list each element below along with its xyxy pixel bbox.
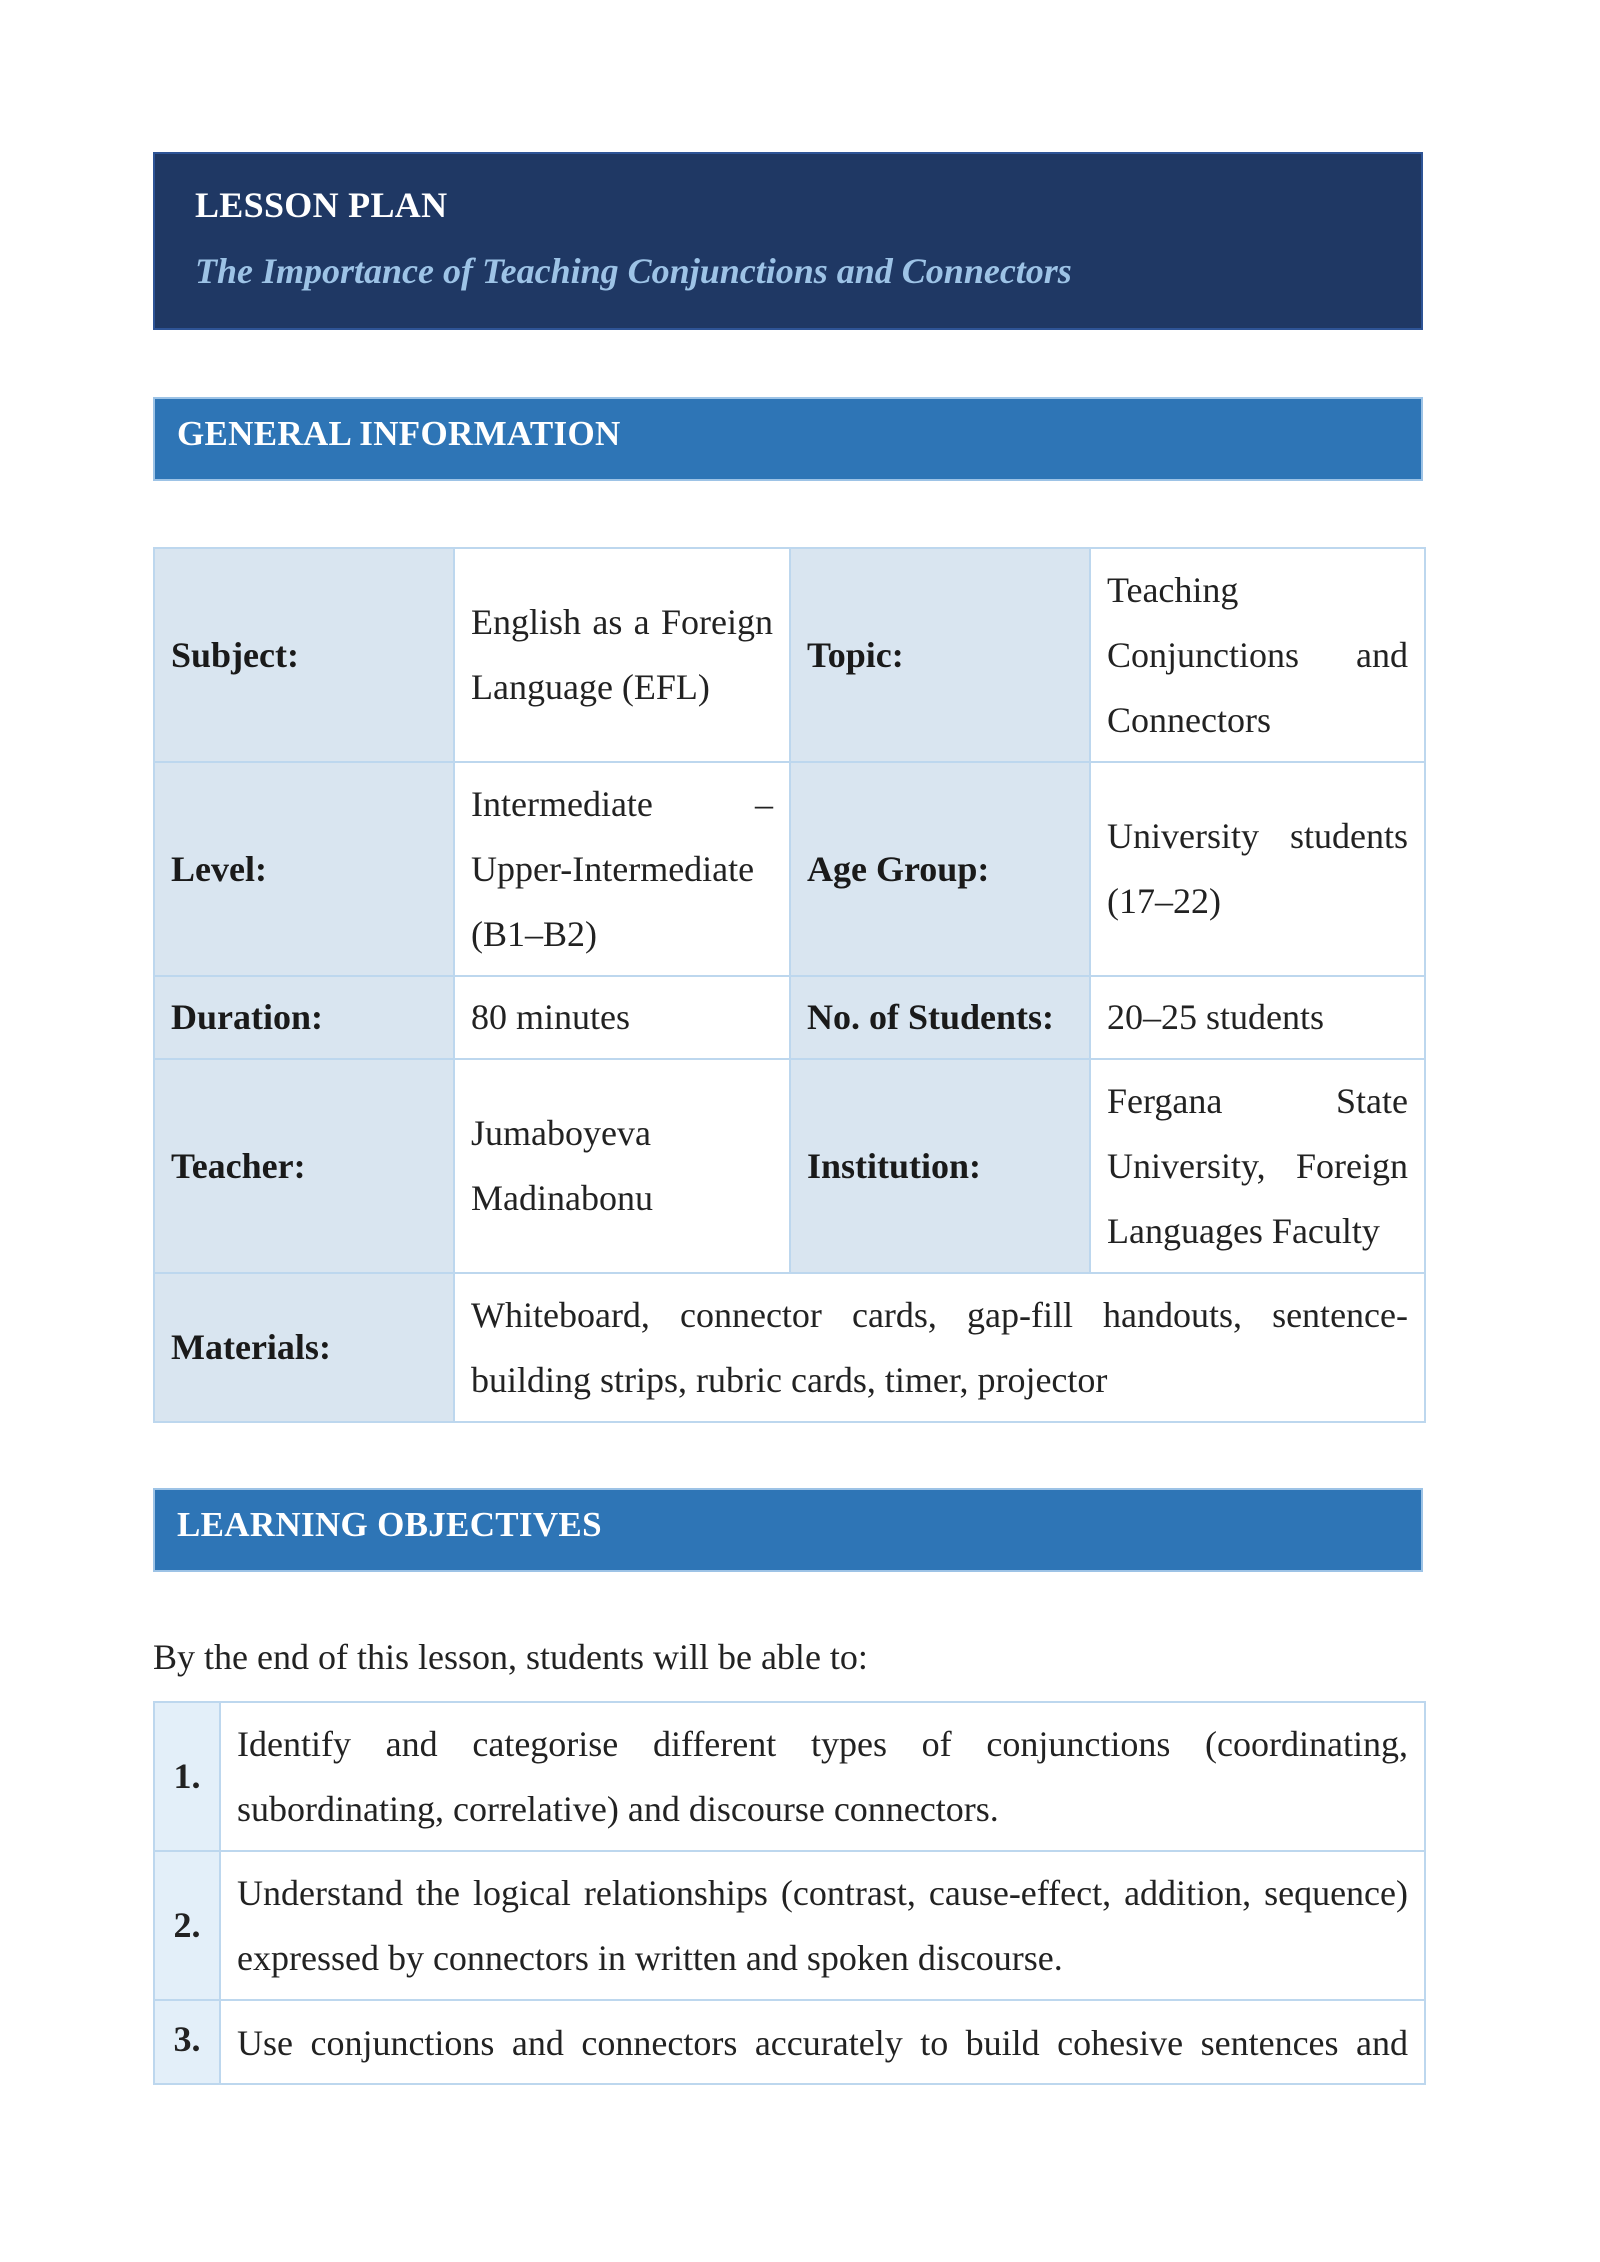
level-label: Level:: [154, 762, 454, 976]
objective-row: [154, 1702, 1425, 1851]
subject-value: English as a Foreign Language (EFL): [454, 548, 790, 762]
table-row: [154, 1059, 1425, 1273]
table-row: [154, 976, 1425, 1059]
students-label: No. of Students:: [790, 976, 1090, 1059]
objective-text: Use conjunctions and connectors accurately to build cohesive sentences and: [220, 2000, 1425, 2084]
age-group-value: University students (17–22): [1090, 762, 1425, 976]
duration-value: 80 minutes: [454, 976, 790, 1059]
teacher-label: Teacher:: [154, 1059, 454, 1273]
objective-number: 2.: [154, 1851, 220, 2000]
duration-label: Duration:: [154, 976, 454, 1059]
institution-label: Institution:: [790, 1059, 1090, 1273]
table-row: [154, 1273, 1425, 1422]
objective-row: [154, 2000, 1425, 2084]
objective-number: 1.: [154, 1702, 220, 1851]
students-value: 20–25 students: [1090, 976, 1425, 1059]
table-row: [154, 548, 1425, 762]
topic-label: Topic:: [790, 548, 1090, 762]
level-value: Intermediate – Upper-Intermediate (B1–B2): [454, 762, 790, 976]
section-header-general-information: GENERAL INFORMATION: [153, 397, 1423, 481]
objective-number: 3.: [154, 2000, 220, 2084]
objective-row: [154, 1851, 1425, 2000]
objectives-table: [153, 1701, 1426, 2085]
section-header-learning-objectives: LEARNING OBJECTIVES: [153, 1488, 1423, 1572]
subject-label: Subject:: [154, 548, 454, 762]
title-banner: [153, 152, 1423, 330]
document-title: LESSON PLAN: [195, 185, 448, 225]
objective-text: Identify and categorise different types of conjunctions (coordinating, subordinating, correlative) and discourse connectors.: [220, 1702, 1425, 1851]
materials-value: Whiteboard, connector cards, gap-fill handouts, sentence-building strips, rubric cards, timer, projector: [454, 1273, 1425, 1422]
objectives-intro: By the end of this lesson, students will be able to:: [153, 1637, 868, 1677]
table-row: [154, 762, 1425, 976]
institution-value: Fergana State University, Foreign Languages Faculty: [1090, 1059, 1425, 1273]
age-group-label: Age Group:: [790, 762, 1090, 976]
general-information-table: [153, 547, 1426, 1423]
teacher-value: Jumaboyeva Madinabonu: [454, 1059, 790, 1273]
objective-text: Understand the logical relationships (contrast, cause-effect, addition, sequence) expressed by connectors in written and spoken discourse.: [220, 1851, 1425, 2000]
document-subtitle: The Importance of Teaching Conjunctions and Connectors: [195, 251, 1072, 291]
topic-value: Teaching Conjunctions and Connectors: [1090, 548, 1425, 762]
materials-label: Materials:: [154, 1273, 454, 1422]
